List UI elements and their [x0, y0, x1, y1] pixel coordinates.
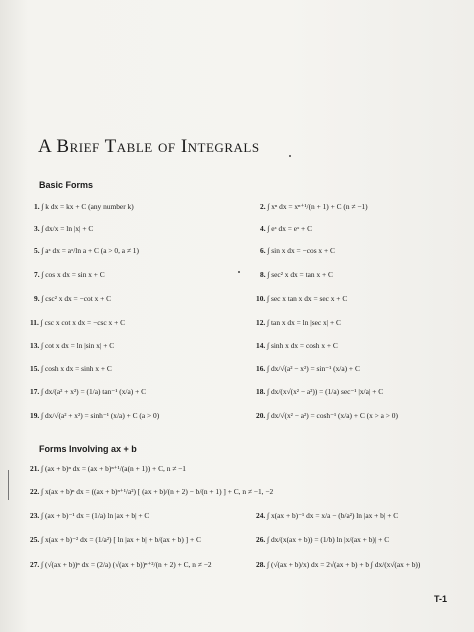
formula-25: 25. ∫ x(ax + b)⁻² dx = (1/a²) [ ln |ax + b| + b/(ax + b) ] + C: [30, 535, 201, 544]
formula-15: 15. ∫ cosh x dx = sinh x + C: [30, 364, 112, 373]
formula-6: 6. ∫ sin x dx = −cos x + C: [260, 246, 335, 255]
scan-speck: [238, 271, 240, 273]
formula-1: 1. ∫ k dx = kx + C (any number k): [34, 202, 134, 211]
formula-28: 28. ∫ (√(ax + b)/x) dx = 2√(ax + b) + b ∫ dx/(x√(ax + b)): [256, 560, 421, 569]
section-heading-ax-plus-b: Forms Involving ax + b: [39, 444, 137, 454]
formula-8: 8. ∫ sec² x dx = tan x + C: [260, 270, 333, 279]
formula-19: 19. ∫ dx/√(a² + x²) = sinh⁻¹ (x/a) + C (a > 0): [30, 411, 160, 420]
formula-3: 3. ∫ dx/x = ln |x| + C: [34, 224, 94, 233]
formula-23: 23. ∫ (ax + b)⁻¹ dx = (1/a) ln |ax + b| + C: [30, 511, 150, 520]
formula-10: 10. ∫ sec x tan x dx = sec x + C: [256, 294, 348, 303]
page-title: A Brief Table of Integrals: [38, 136, 260, 157]
formula-9: 9. ∫ csc² x dx = −cot x + C: [34, 294, 112, 303]
scan-speck: [289, 155, 291, 157]
formula-18: 18. ∫ dx/(x√(x² − a²)) = (1/a) sec⁻¹ |x/a| + C: [256, 387, 384, 396]
formula-5: 5. ∫ aˣ dx = aˣ/ln a + C (a > 0, a ≠ 1): [34, 246, 139, 255]
page-number: T-1: [434, 594, 448, 604]
formula-16: 16. ∫ dx/√(a² − x²) = sin⁻¹ (x/a) + C: [256, 364, 360, 373]
formula-11: 11. ∫ csc x cot x dx = −csc x + C: [30, 318, 126, 327]
formula-22: 22. ∫ x(ax + b)ⁿ dx = ((ax + b)ⁿ⁺¹/a²) [ (ax + b)/(n + 2) − b/(n + 1) ] + C, n ≠ −1, −2: [30, 487, 274, 496]
formula-7: 7. ∫ cos x dx = sin x + C: [34, 270, 105, 279]
formula-21: 21. ∫ (ax + b)ⁿ dx = (ax + b)ⁿ⁺¹/(a(n + 1)) + C, n ≠ −1: [30, 464, 186, 473]
formula-12: 12. ∫ tan x dx = ln |sec x| + C: [256, 318, 341, 327]
formula-17: 17. ∫ dx/(a² + x²) = (1/a) tan⁻¹ (x/a) + C: [30, 387, 147, 396]
section-heading-basic-forms: Basic Forms: [39, 180, 94, 190]
formula-24: 24. ∫ x(ax + b)⁻¹ dx = x/a − (b/a²) ln |ax + b| + C: [256, 511, 399, 520]
formula-14: 14. ∫ sinh x dx = cosh x + C: [256, 341, 338, 350]
formula-20: 20. ∫ dx/√(x² − a²) = cosh⁻¹ (x/a) + C (x > a > 0): [256, 411, 398, 420]
formula-2: 2. ∫ xⁿ dx = xⁿ⁺¹/(n + 1) + C (n ≠ −1): [260, 202, 368, 211]
formula-4: 4. ∫ eˣ dx = eˣ + C: [260, 224, 313, 233]
formula-13: 13. ∫ cot x dx = ln |sin x| + C: [30, 341, 115, 350]
formula-26: 26. ∫ dx/(x(ax + b)) = (1/b) ln |x/(ax + b)| + C: [256, 535, 390, 544]
formula-27: 27. ∫ (√(ax + b))ⁿ dx = (2/a) (√(ax + b))ⁿ⁺²/(n + 2) + C, n ≠ −2: [30, 560, 212, 569]
binding-mark: [8, 470, 9, 500]
